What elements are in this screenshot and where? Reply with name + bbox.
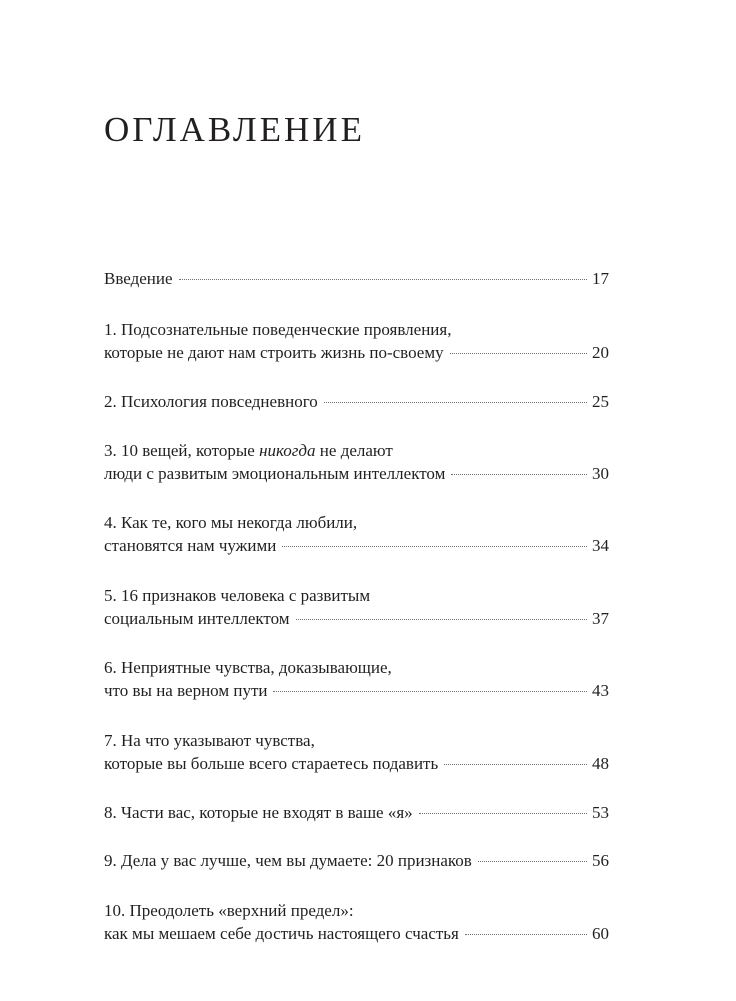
toc-page-number: 56	[592, 851, 609, 870]
toc-entry-chapter-10[interactable]	[104, 899, 609, 945]
toc-entry-line	[104, 607, 609, 630]
toc-entry-title-line1: 4. Как те, кого мы некогда любили,	[104, 513, 358, 532]
toc-entry-line	[104, 534, 609, 557]
toc-entry-chapter-1[interactable]	[104, 318, 609, 364]
dot-leader	[179, 278, 587, 280]
toc-entry-line	[104, 341, 609, 364]
toc-entry-title-line2: которые вы больше всего стараетесь подавить	[104, 754, 439, 773]
page-title: ОГЛАВЛЕНИЕ	[104, 110, 365, 149]
toc-page-number: 43	[592, 681, 609, 700]
toc-page-number: 37	[592, 609, 609, 628]
dot-leader	[478, 860, 587, 862]
toc-entry-title: Введение	[104, 269, 173, 288]
toc-entry-chapter-3[interactable]	[104, 439, 609, 485]
toc-page-number: 53	[592, 803, 609, 822]
toc-entry-line	[104, 679, 609, 702]
dot-leader	[451, 473, 587, 475]
toc-entry-introduction[interactable]	[104, 267, 609, 290]
toc-entry-chapter-8[interactable]	[104, 801, 609, 824]
toc-entry-title: 8. Части вас, которые не входят в ваше «я»	[104, 803, 413, 822]
toc-entry-title-line2: что вы на верном пути	[104, 681, 268, 700]
toc-entry-line	[104, 462, 609, 485]
dot-leader	[273, 690, 587, 692]
toc-entry-title-line2: которые не дают нам строить жизнь по-своему	[104, 343, 444, 362]
toc-entry-line	[104, 849, 609, 872]
toc-page-number: 48	[592, 754, 609, 773]
toc-page-number: 20	[592, 343, 609, 362]
dot-leader	[324, 401, 587, 403]
toc-entry-line	[104, 922, 609, 945]
dot-leader	[296, 618, 587, 620]
dot-leader	[465, 933, 587, 935]
title-text-part: не делают	[315, 441, 393, 460]
toc-entry-title-line1: 6. Неприятные чувства, доказывающие,	[104, 658, 392, 677]
toc-entry-chapter-6[interactable]	[104, 656, 609, 702]
dot-leader	[444, 763, 587, 765]
toc-entry-chapter-7[interactable]	[104, 729, 609, 775]
toc-entry-title-line1	[104, 439, 609, 462]
toc-entry-title: 9. Дела у вас лучше, чем вы думаете: 20 признаков	[104, 851, 472, 870]
toc-page-number: 30	[592, 464, 609, 483]
toc-page-number: 25	[592, 392, 609, 411]
dot-leader	[282, 545, 587, 547]
toc-entry-chapter-2[interactable]	[104, 390, 609, 413]
title-emphasis: никогда	[259, 441, 316, 460]
toc-entry-title-line2: как мы мешаем себе достичь настоящего счастья	[104, 924, 459, 943]
toc-entry-title-line2: становятся нам чужими	[104, 536, 277, 555]
toc-entry-title-line1: 7. На что указывают чувства,	[104, 731, 315, 750]
toc-entry-line	[104, 267, 609, 290]
toc-page-number: 17	[592, 269, 609, 288]
toc-entry-title-line1: 10. Преодолеть «верхний предел»:	[104, 901, 354, 920]
toc-entry-line	[104, 801, 609, 824]
toc-entry-line	[104, 390, 609, 413]
title-text-part: 3. 10 вещей, которые	[104, 441, 260, 460]
toc-entry-line	[104, 752, 609, 775]
toc-entry-title-line1: 5. 16 признаков человека с развитым	[104, 586, 371, 605]
toc-page-number: 60	[592, 924, 609, 943]
toc-entry-chapter-4[interactable]	[104, 511, 609, 557]
dot-leader	[419, 812, 587, 814]
toc-entry-title-line2: социальным интеллектом	[104, 609, 290, 628]
toc-entry-chapter-5[interactable]	[104, 584, 609, 630]
toc-entry-title-line1: 1. Подсознательные поведенческие проявления,	[104, 320, 452, 339]
toc-entry-title: 2. Психология повседневного	[104, 392, 318, 411]
toc-page-number: 34	[592, 536, 609, 555]
toc-entry-chapter-9[interactable]	[104, 849, 609, 872]
dot-leader	[450, 352, 587, 354]
toc-entry-title-line2: люди с развитым эмоциональным интеллектом	[104, 464, 446, 483]
